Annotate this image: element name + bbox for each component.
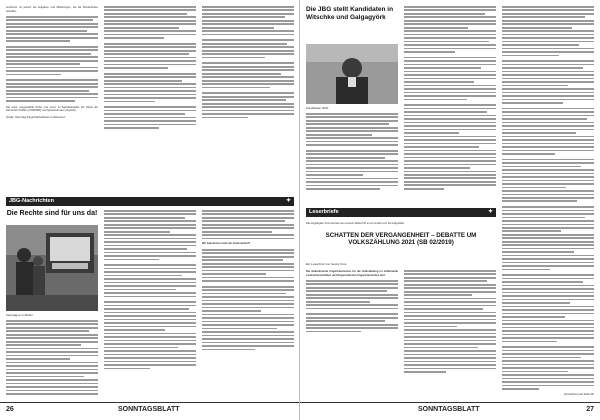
campaign-photo [6, 225, 98, 311]
section-bar-label: JBG-Nachrichten [9, 198, 54, 204]
continuation-note: (Fortsetzung auf Seite 28) [564, 392, 594, 396]
section-bar-jbg [6, 197, 294, 206]
article-column-6 [202, 210, 294, 400]
letter-byline: Ein Leserbrief von Georg Köre [306, 262, 347, 266]
letter-column-1 [306, 270, 398, 400]
jbg-logo-icon: ✦ [285, 198, 292, 204]
campaign-photo-image [6, 225, 98, 311]
page-number-right: 27 [586, 406, 594, 413]
letter-column-2 [404, 270, 496, 400]
candidates-column-1 [306, 113, 398, 197]
letter-lead: Die diskutierende Ungarndeutschen für die Volkszählung ist mittlerweile Landsmannschaften und Organisationen Ungarndeutschen dort. [306, 270, 398, 277]
mid-heading: Wir bekommen mehr als Anwesenheit? [202, 242, 251, 246]
letters-logo-icon: ✦ [487, 209, 494, 215]
letter-column-3 [502, 6, 594, 402]
publication-name-left: SONNTAGSBLATT [118, 406, 180, 413]
source-link[interactable]: https://jbg.lt/jugendarbeit/hass-in-diskussion [14, 115, 66, 119]
article-column-2 [104, 6, 196, 196]
right-page [300, 0, 600, 420]
candidate-photo-image [306, 44, 398, 104]
article-column-4 [6, 320, 98, 400]
page-number-left: 26 [6, 406, 14, 413]
section-bar-letters [306, 208, 496, 217]
letter-headline: SCHATTEN DER VERGANGENHEIT – DEBATTE UM VOLKSZÄHLUNG 2021 (SB 02/2019) [325, 232, 477, 247]
article-column-3 [202, 6, 294, 196]
publication-name-right: SONNTAGSBLATT [418, 406, 480, 413]
candidates-column-2 [404, 6, 496, 196]
letters-bar-label: Leserbriefe [309, 209, 339, 215]
candidate-photo-caption: Kandidaten 2021 [306, 106, 329, 110]
article-column-1 [6, 6, 98, 196]
source-label: Quelle: [6, 115, 15, 119]
article-column-5 [104, 210, 196, 400]
intro-text: beruhend, ist jedoch die Aufgaben und Mitteilungen, die die Minderheiten betreffen. [6, 6, 98, 13]
photo-caption: Kampagne in Weiler [6, 313, 33, 317]
article-headline: Die Rechte sind für uns da! [6, 210, 98, 217]
author-note: Die Autor, ausgewählte Writer und Jurist, ist Sachbearbeiter der Partei der Deutschen Kräften (CDB/SBP) und Sprachobmann (Jugend) [6, 105, 98, 113]
candidate-photo [306, 44, 398, 104]
left-footer [0, 402, 299, 414]
letters-intro-text: Die eingelegten Kommentare aus unserer Zeitschrift an ein Artikel vom Sonntagsblatt. [306, 222, 405, 225]
candidates-headline: Die JBG stellt Kandidaten in Witschke und Galgagyörk [306, 6, 394, 21]
right-footer [300, 402, 600, 414]
